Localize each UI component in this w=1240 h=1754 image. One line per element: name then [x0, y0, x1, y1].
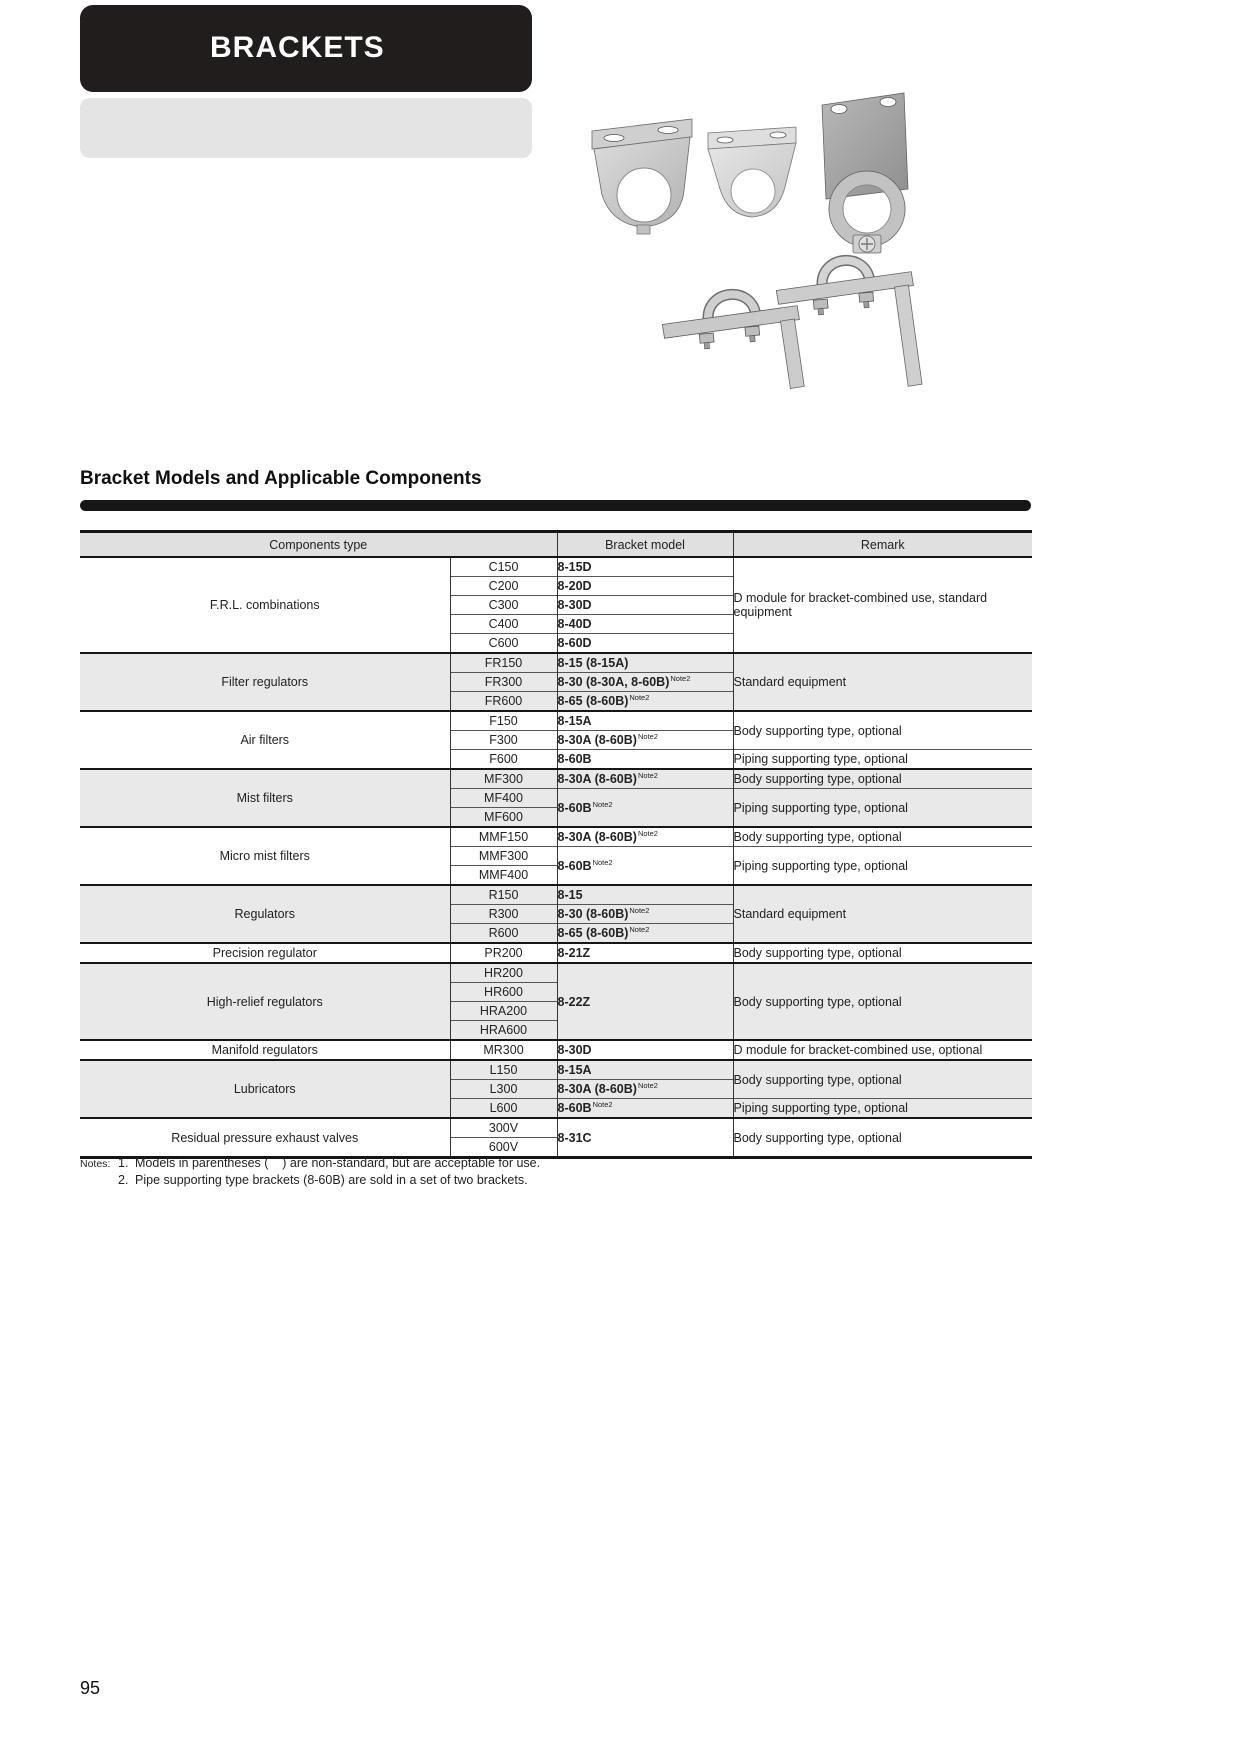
component-cell: F.R.L. combinations: [80, 557, 450, 653]
component-cell: Lubricators: [80, 1060, 450, 1118]
component-cell: Air filters: [80, 711, 450, 769]
remark-cell: Body supporting type, optional: [733, 1060, 1032, 1099]
clamp-bracket-photo: [822, 93, 908, 253]
bracket-model-cell: 8-15D: [557, 557, 733, 577]
bracket-model-cell: 8-20D: [557, 577, 733, 596]
model-cell: MMF400: [450, 866, 557, 886]
note-superscript: Note2: [592, 799, 613, 809]
bracket-model-cell: 8-30 (8-60B)$^{Note2}$: [557, 905, 733, 924]
model-cell: C400: [450, 615, 557, 634]
bracket-model-cell: 8-60D: [557, 634, 733, 654]
notes-label: Notes:: [80, 1158, 111, 1170]
components-table-wrap: [80, 530, 1032, 1159]
note-superscript: Note2: [629, 906, 650, 916]
remark-cell: Body supporting type, optional: [733, 827, 1032, 847]
model-cell: HR600: [450, 983, 557, 1002]
remark-cell: Body supporting type, optional: [733, 711, 1032, 750]
model-cell: F150: [450, 711, 557, 731]
note-superscript: Note2: [637, 771, 658, 781]
components-table: [80, 533, 1032, 1156]
model-cell: MF300: [450, 769, 557, 789]
component-cell: Mist filters: [80, 769, 450, 827]
bracket-model-cell: 8-65 (8-60B)$^{Note2}$: [557, 924, 733, 944]
component-cell: Precision regulator: [80, 943, 450, 963]
note-2-text: Pipe supporting type brackets (8-60B) are sold in a set of two brackets.: [135, 1173, 528, 1187]
model-cell: FR150: [450, 653, 557, 673]
remark-cell: D module for bracket-combined use, standard equipment: [733, 557, 1032, 653]
note-superscript: Note2: [592, 857, 613, 867]
model-cell: 300V: [450, 1118, 557, 1138]
table-row: [80, 943, 1032, 963]
bracket-model-cell: 8-30A (8-60B)$^{Note2}$: [557, 769, 733, 789]
model-cell: R600: [450, 924, 557, 944]
component-cell: High-relief regulators: [80, 963, 450, 1040]
model-cell: MMF150: [450, 827, 557, 847]
note-superscript: Note2: [670, 674, 691, 684]
bracket-model-cell: 8-30A (8-60B)$^{Note2}$: [557, 1080, 733, 1099]
bracket-model-cell: 8-15A: [557, 711, 733, 731]
bracket-model-cell: 8-60B$^{Note2}$: [557, 1099, 733, 1119]
note-superscript: Note2: [629, 925, 650, 935]
bracket-photos: [560, 85, 1040, 415]
model-cell: MMF300: [450, 847, 557, 866]
remark-cell: Body supporting type, optional: [733, 769, 1032, 789]
model-cell: R300: [450, 905, 557, 924]
model-cell: HRA600: [450, 1021, 557, 1041]
bracket-model-cell: 8-15 (8-15A): [557, 653, 733, 673]
model-cell: L300: [450, 1080, 557, 1099]
model-cell: R150: [450, 885, 557, 905]
note-superscript: Note2: [629, 693, 650, 703]
header-subtitle-box: [80, 98, 532, 158]
note-superscript: Note2: [637, 1081, 658, 1091]
table-row: [80, 1118, 1032, 1138]
flange-bracket-photo-1: [592, 119, 692, 234]
table-row: [80, 653, 1032, 673]
model-cell: MR300: [450, 1040, 557, 1060]
remark-cell: Body supporting type, optional: [733, 963, 1032, 1040]
model-cell: L600: [450, 1099, 557, 1119]
bracket-model-cell: 8-15: [557, 885, 733, 905]
page-number: 95: [80, 1678, 101, 1698]
table-row: [80, 1060, 1032, 1080]
bracket-model-cell: 8-31C: [557, 1118, 733, 1156]
model-cell: FR300: [450, 673, 557, 692]
page-header-banner: [80, 5, 532, 92]
remark-cell: Body supporting type, optional: [733, 1118, 1032, 1156]
remark-cell: Piping supporting type, optional: [733, 750, 1032, 770]
note-line-2: [80, 1173, 540, 1187]
model-cell: C300: [450, 596, 557, 615]
bracket-model-cell: 8-65 (8-60B)$^{Note2}$: [557, 692, 733, 712]
section-divider-bar: [80, 500, 1031, 511]
bracket-model-cell: 8-15A: [557, 1060, 733, 1080]
bracket-model-cell: 8-22Z: [557, 963, 733, 1040]
col-header-remark: Remark: [733, 533, 1032, 557]
bracket-model-cell: 8-60B$^{Note2}$: [557, 847, 733, 886]
table-header-row: [80, 533, 1032, 557]
component-cell: Regulators: [80, 885, 450, 943]
col-header-components-type: Components type: [80, 533, 557, 557]
component-cell: Residual pressure exhaust valves: [80, 1118, 450, 1156]
model-cell: F300: [450, 731, 557, 750]
notes: [80, 1156, 540, 1190]
remark-cell: Body supporting type, optional: [733, 943, 1032, 963]
remark-cell: D module for bracket-combined use, optional: [733, 1040, 1032, 1060]
bracket-model-cell: 8-21Z: [557, 943, 733, 963]
table-row: [80, 963, 1032, 983]
bracket-model-cell: 8-30A (8-60B)$^{Note2}$: [557, 827, 733, 847]
table-row: [80, 769, 1032, 789]
note-1-number: 1.: [118, 1156, 129, 1170]
note-superscript: Note2: [637, 732, 658, 742]
model-cell: C600: [450, 634, 557, 654]
table-row: [80, 827, 1032, 847]
remark-cell: Piping supporting type, optional: [733, 847, 1032, 886]
model-cell: MF600: [450, 808, 557, 828]
note-1-text: Models in parentheses ( ) are non-standard, but are acceptable for use.: [135, 1156, 541, 1170]
remark-cell: Piping supporting type, optional: [733, 789, 1032, 828]
bracket-model-cell: 8-60B$^{Note2}$: [557, 789, 733, 828]
page-title: BRACKETS: [210, 31, 385, 64]
note-superscript: Note2: [592, 1100, 613, 1110]
bracket-model-cell: 8-30D: [557, 1040, 733, 1060]
bracket-model-cell: 8-30 (8-30A, 8-60B)$^{Note2}$: [557, 673, 733, 692]
bracket-model-cell: 8-60B: [557, 750, 733, 770]
model-cell: PR200: [450, 943, 557, 963]
u-bolt-bracket-photo-1: [660, 289, 805, 400]
remark-cell: Standard equipment: [733, 885, 1032, 943]
flange-bracket-photo-2: [708, 127, 796, 217]
note-line-1: [80, 1156, 540, 1170]
section-title: Bracket Models and Applicable Components: [80, 468, 482, 489]
component-cell: Manifold regulators: [80, 1040, 450, 1060]
table-row: [80, 885, 1032, 905]
model-cell: C150: [450, 557, 557, 577]
bracket-model-cell: 8-30D: [557, 596, 733, 615]
table-row: [80, 711, 1032, 731]
model-cell: L150: [450, 1060, 557, 1080]
model-cell: C200: [450, 577, 557, 596]
note-2-number: 2.: [118, 1173, 129, 1187]
component-cell: Filter regulators: [80, 653, 450, 711]
note-superscript: Note2: [637, 829, 658, 839]
model-cell: 600V: [450, 1138, 557, 1157]
remark-cell: Standard equipment: [733, 653, 1032, 711]
bracket-model-cell: 8-40D: [557, 615, 733, 634]
components-table-body: [80, 557, 1032, 1156]
bracket-model-cell: 8-30A (8-60B)$^{Note2}$: [557, 731, 733, 750]
component-cell: Micro mist filters: [80, 827, 450, 885]
table-row: [80, 557, 1032, 577]
model-cell: HR200: [450, 963, 557, 983]
col-header-bracket-model: Bracket model: [557, 533, 733, 557]
table-row: [80, 1040, 1032, 1060]
model-cell: F600: [450, 750, 557, 770]
model-cell: HRA200: [450, 1002, 557, 1021]
model-cell: FR600: [450, 692, 557, 712]
remark-cell: Piping supporting type, optional: [733, 1099, 1032, 1119]
model-cell: MF400: [450, 789, 557, 808]
